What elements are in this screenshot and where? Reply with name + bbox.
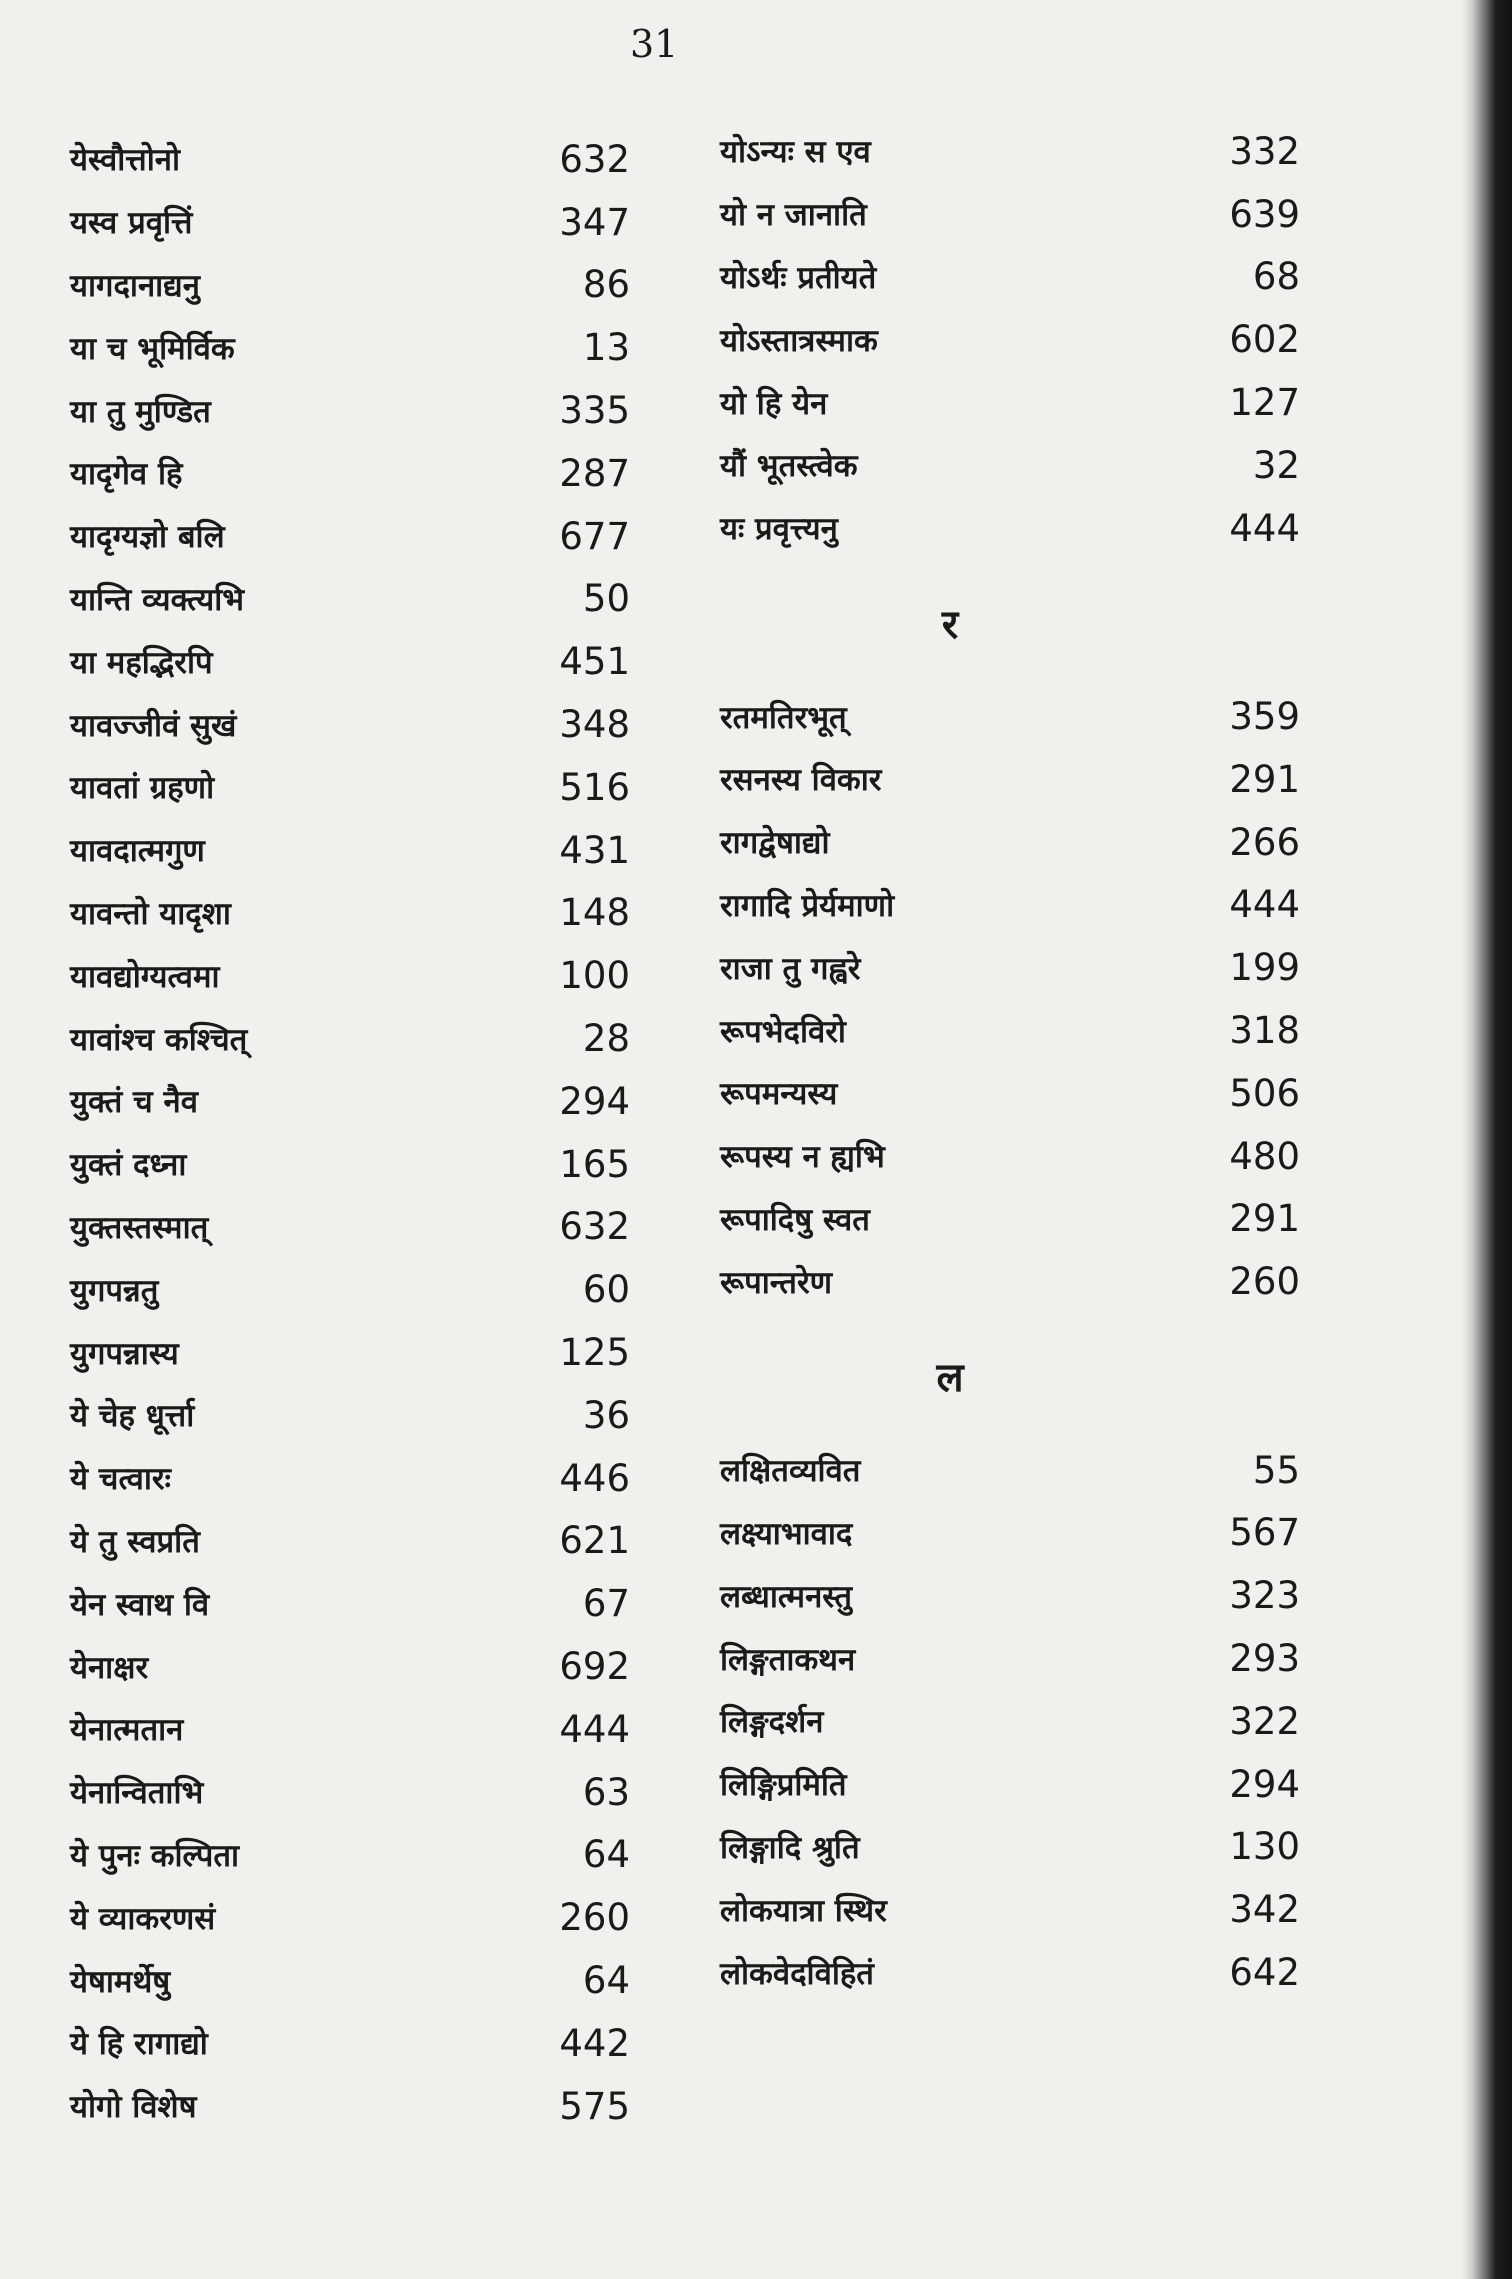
entry-page-number: 602 [1229,318,1300,362]
entry-text: रूपान्तरेण [720,1264,833,1301]
entry-page-number: 32 [1252,443,1300,487]
entry-page-number: 639 [1229,192,1300,236]
index-entry [70,2075,630,2138]
entry-page-number: 55 [1252,1448,1300,1492]
entry-text: यौं भूतस्त्वेक [720,448,858,485]
entry-page-number: 260 [1229,1260,1300,1304]
index-entry [720,1439,1300,1502]
entry-page-number: 125 [559,1331,630,1375]
entry-text: ये हि रागाद्यो [70,2026,208,2063]
index-entry [70,505,630,568]
entry-page-number: 130 [1229,1825,1300,1869]
entry-page-number: 67 [582,1582,630,1626]
entry-text: ये चेह धूर्त्ता [70,1398,195,1435]
entry-text: येन स्वाथ वि [70,1586,210,1623]
entry-text: येस्वौत्तोनो [70,142,180,179]
entry-text: युगपन्नास्य [70,1335,179,1372]
index-entry [720,685,1300,748]
index-entry [70,191,630,254]
entry-text: या तु मुण्डित [70,393,211,430]
entry-page-number: 516 [559,765,630,809]
entry-page-number: 293 [1229,1637,1300,1681]
entry-text: या महद्भिरपि [70,644,213,681]
index-entry [70,693,630,756]
index-entry [70,1007,630,1070]
entry-text: योगो विशेष [70,2089,197,2126]
index-entry [720,1690,1300,1753]
entry-text: येनान्विताभि [70,1775,204,1812]
entry-page-number: 127 [1229,381,1300,425]
index-entry [720,1250,1300,1313]
entry-text: लोकयात्रा स्थिर [720,1892,887,1929]
entry-text: यावांश्च कश्चित् [70,1021,248,1058]
index-entry [720,811,1300,874]
entry-text: यावज्जीवं सुखं [70,707,237,744]
index-entry [720,999,1300,1062]
section-heading-la: ल [936,1354,964,1402]
entry-page-number: 291 [1229,757,1300,801]
entry-text: येनाक्षर [70,1649,149,1686]
entry-text: लक्षितव्यवित [720,1453,861,1490]
index-entry [720,1062,1300,1125]
entry-page-number: 148 [559,891,630,935]
entry-page-number: 575 [559,2084,630,2128]
index-entry [70,1698,630,1761]
index-entry [720,308,1300,371]
index-entry [720,434,1300,497]
index-entry [720,246,1300,309]
entry-text: लिङ्गादि श्रुति [720,1829,860,1866]
entry-page-number: 444 [1229,883,1300,927]
entry-page-number: 332 [1229,129,1300,173]
entry-text: युक्तं च नैव [70,1084,198,1121]
entry-text: युक्तं दध्ना [70,1147,187,1184]
entry-page-number: 64 [582,1959,630,2002]
entry-text: ये चत्वारः [70,1461,171,1498]
entry-page-number: 506 [1229,1071,1300,1115]
index-entry [70,1070,630,1133]
entry-page-number: 444 [1229,506,1300,550]
index-entry [720,371,1300,434]
entry-text: लक्ष्याभावाद [720,1515,853,1552]
entry-text: रूपादिषु स्वत [720,1201,870,1238]
index-entry [70,316,630,379]
index-entry [70,944,630,1007]
index-group-la [720,1439,1300,2004]
entry-text: योऽस्तात्रस्माक [720,322,878,359]
book-spine-shadow [1462,0,1512,2279]
entry-page-number: 291 [1229,1197,1300,1241]
entry-page-number: 260 [559,1896,630,1940]
index-entry [720,874,1300,937]
index-entry [70,442,630,505]
entry-page-number: 348 [559,703,630,747]
entry-page-number: 442 [559,2021,630,2065]
index-entry [70,756,630,819]
index-entry [720,1188,1300,1251]
entry-text: रूपस्य न ह्यभि [720,1139,885,1176]
entry-page-number: 446 [559,1456,630,1500]
entry-text: रसनस्य विकार [720,762,882,799]
entry-text: रूपभेदविरो [720,1013,846,1050]
entry-text: यादृग्यज्ञो बलि [70,519,225,556]
entry-text: यस्व प्रवृत्तिं [70,205,193,242]
entry-text: यागदानाद्यनु [70,267,200,304]
entry-text: ये व्याकरणसं [70,1900,216,1937]
entry-text: यावदात्मगुण [70,833,205,870]
entry-page-number: 335 [559,389,630,433]
page-number: 31 [630,22,679,66]
index-entry [70,882,630,945]
entry-page-number: 266 [1229,820,1300,864]
entry-page-number: 294 [559,1079,630,1123]
entry-page-number: 692 [559,1645,630,1689]
entry-text: रूपमन्यस्य [720,1076,838,1113]
entry-text: यान्ति व्यक्त्यभि [70,581,245,618]
index-entry [720,1753,1300,1816]
left-column [70,128,630,2138]
index-entry [70,1510,630,1573]
entry-page-number: 480 [1229,1134,1300,1178]
index-entry [70,819,630,882]
index-entry [70,128,630,191]
entry-page-number: 431 [559,828,630,872]
entry-text: यावद्योग्यत्वमा [70,958,220,995]
entry-text: राजा तु गह्वरे [720,950,861,987]
entry-page-number: 28 [582,1017,630,1061]
index-entry [70,1258,630,1321]
entry-page-number: 323 [1229,1574,1300,1618]
entry-page-number: 294 [1229,1762,1300,1806]
entry-text: यावन्तो यादृशा [70,895,231,932]
index-entry [70,1635,630,1698]
entry-page-number: 13 [582,326,630,370]
index-entry [70,1572,630,1635]
index-entry [720,1502,1300,1565]
entry-text: ये पुनः कल्पिता [70,1837,240,1874]
entry-page-number: 86 [582,263,630,307]
entry-page-number: 36 [582,1393,630,1437]
entry-page-number: 165 [559,1142,630,1186]
entry-page-number: 322 [1229,1699,1300,1743]
index-entry [720,1816,1300,1879]
index-group-ya [720,120,1300,560]
index-entry [70,1949,630,2012]
index-entry [70,1321,630,1384]
entry-text: ये तु स्वप्रति [70,1523,200,1560]
entry-text: लिङ्गिप्रमिति [720,1767,847,1804]
entry-page-number: 318 [1229,1009,1300,1053]
section-heading-ra: र [941,600,959,648]
index-entry [70,1196,630,1259]
entry-page-number: 100 [559,954,630,998]
entry-text: रागद्वेषाद्यो [720,825,830,862]
entry-text: या च भूमिर्विक [70,330,235,367]
entry-page-number: 287 [559,451,630,495]
index-entry [70,1824,630,1887]
entry-text: यो हि येन [720,385,828,422]
index-entry [70,379,630,442]
entry-page-number: 63 [582,1770,630,1814]
entry-page-number: 199 [1229,946,1300,990]
index-entry [70,1761,630,1824]
entry-text: लोकवेदविहितं [720,1955,874,1992]
entry-page-number: 64 [582,1833,630,1877]
index-entry [70,1886,630,1949]
index-entry [720,936,1300,999]
entry-page-number: 632 [559,137,630,181]
entry-page-number: 451 [559,640,630,684]
entry-text: लिङ्गताकथन [720,1641,856,1678]
index-entry [70,568,630,631]
entry-page-number: 642 [1229,1951,1300,1994]
entry-text: यः प्रवृत्त्यनु [720,511,838,548]
entry-page-number: 444 [559,1707,630,1751]
index-entry [70,630,630,693]
entry-page-number: 50 [582,577,630,621]
index-entry [70,1133,630,1196]
entry-text: रागादि प्रेर्यमाणो [720,887,895,924]
entry-text: यावतां ग्रहणो [70,770,215,807]
index-entry [720,120,1300,183]
entry-text: योऽन्यः स एव [720,134,871,171]
index-entry [70,1384,630,1447]
entry-text: लिङ्गदर्शन [720,1704,824,1741]
entry-page-number: 677 [559,514,630,558]
entry-text: युगपन्नतु [70,1272,159,1309]
entry-text: येनात्मतान [70,1712,184,1749]
index-entry [70,2012,630,2075]
index-entry [720,183,1300,246]
index-entry [70,254,630,317]
entry-page-number: 621 [559,1519,630,1563]
entry-text: येषामर्थेषु [70,1963,171,2000]
entry-text: लब्धात्मनस्तु [720,1578,853,1615]
index-group-ra [720,685,1300,1313]
entry-text: यो न जानाति [720,197,867,234]
right-column [720,120,1300,2004]
index-entry [720,1878,1300,1941]
index-entry [720,1941,1300,2004]
index-entry [70,1447,630,1510]
entry-page-number: 60 [582,1268,630,1312]
entry-text: युक्तस्तस्मात् [70,1209,209,1246]
index-entry [720,1627,1300,1690]
entry-page-number: 359 [1229,695,1300,739]
entry-text: योऽर्थः प्रतीयते [720,259,877,296]
index-entry [720,1125,1300,1188]
entry-page-number: 347 [559,200,630,244]
entry-text: यादृगेव हि [70,456,183,493]
entry-page-number: 68 [1252,255,1300,299]
index-entry [720,1564,1300,1627]
index-entry [720,748,1300,811]
index-entry [720,497,1300,560]
entry-text: रतमतिरभूत् [720,699,847,736]
entry-page-number: 632 [559,1205,630,1249]
entry-page-number: 567 [1229,1511,1300,1555]
entry-page-number: 342 [1229,1888,1300,1932]
